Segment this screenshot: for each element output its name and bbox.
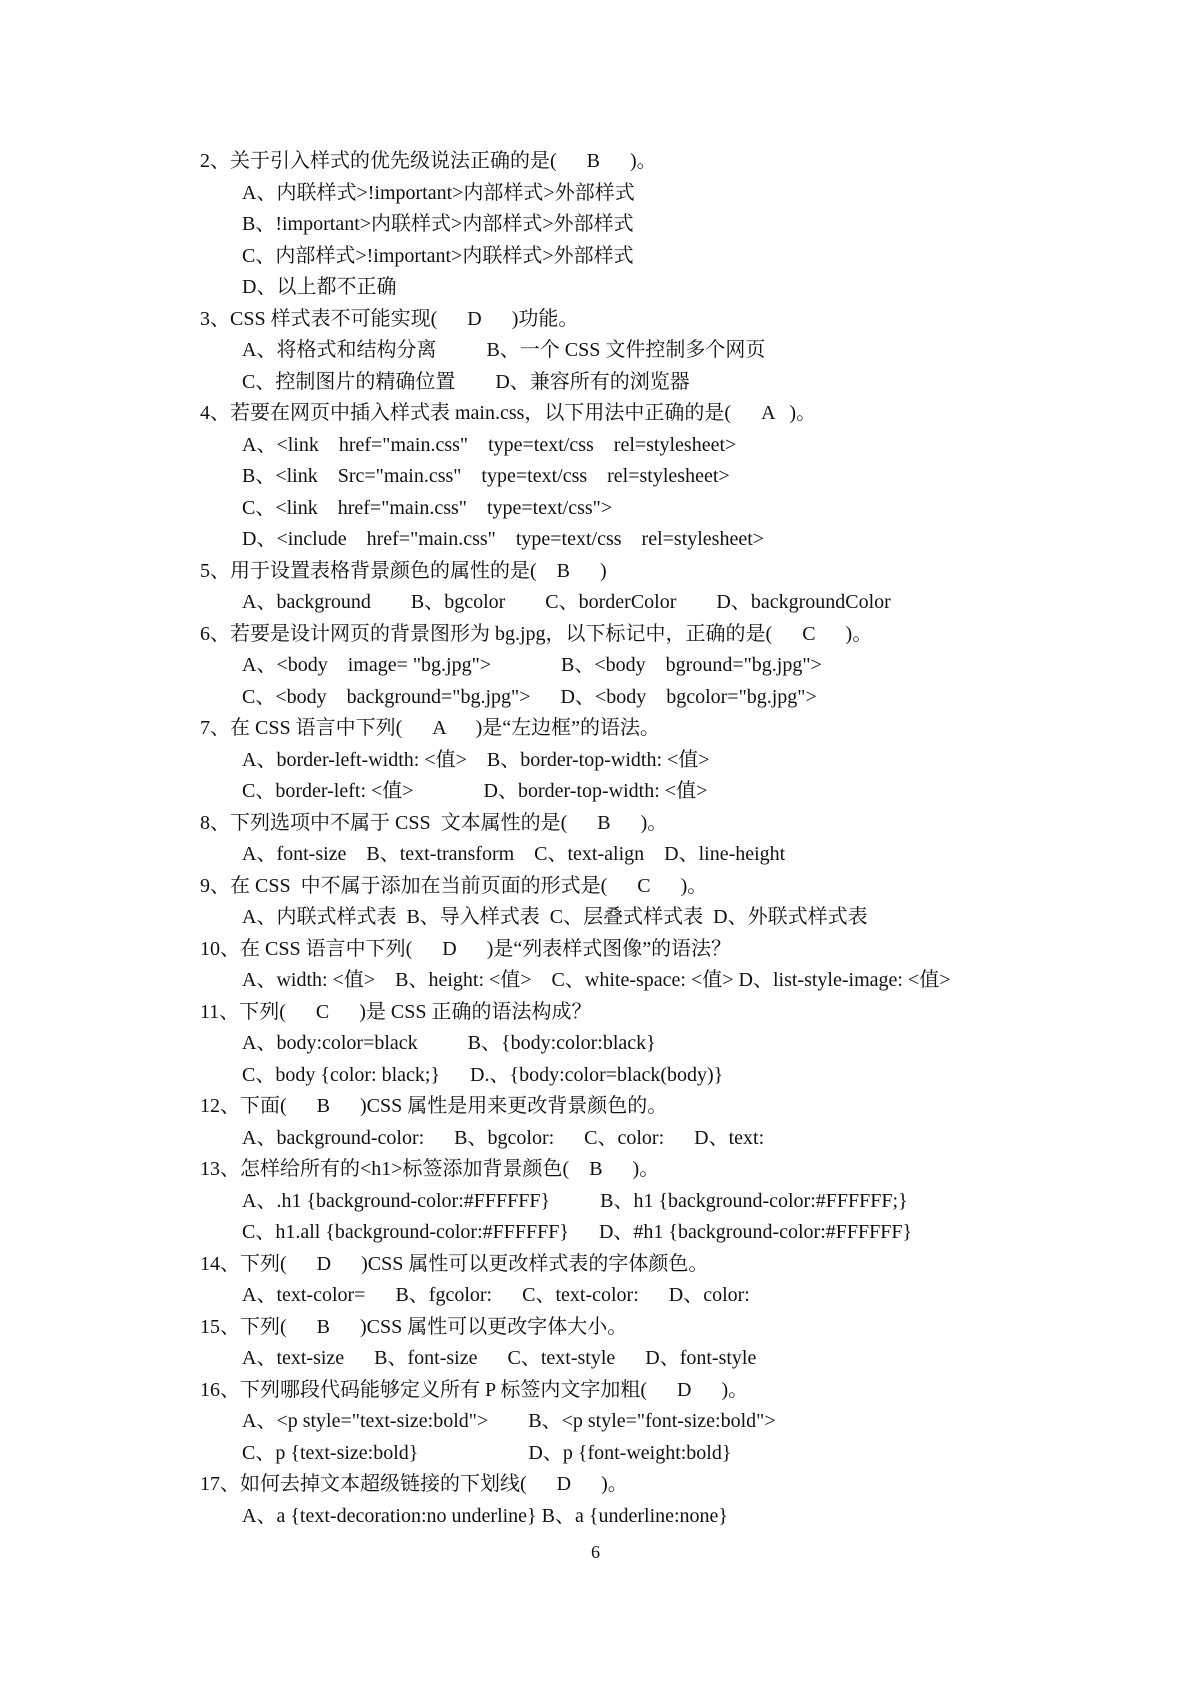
question-option-line: A、<body image= "bg.jpg"> B、<body bground="bg.jpg"> bbox=[242, 654, 822, 676]
question-option-line: C、body {color: black;} D.、{body:color=black(body)} bbox=[242, 1063, 724, 1086]
question-stem: 6、若要是设计网页的背景图形为 bg.jpg，以下标记中，正确的是( C )。 bbox=[200, 622, 873, 645]
question-option-line: B、<link Src="main.css" type=text/css rel=stylesheet> bbox=[242, 465, 730, 487]
question-stem: 13、怎样给所有的<h1>标签添加背景颜色( B )。 bbox=[200, 1158, 660, 1180]
question-option-line: A、<link href="main.css" type=text/css rel=stylesheet> bbox=[242, 433, 737, 456]
question-option-line: A、.h1 {background-color:#FFFFFF} B、h1 {background-color:#FFFFFF;} bbox=[242, 1189, 908, 1212]
question-stem: 4、若要在网页中插入样式表 main.css，以下用法中正确的是( A )。 bbox=[200, 402, 817, 424]
question-stem: 12、下面( B )CSS 属性是用来更改背景颜色的。 bbox=[200, 1095, 668, 1117]
question-option-line: A、<p style="text-size:bold"> B、<p style="font-size:bold"> bbox=[242, 1410, 776, 1432]
question-option-line: A、font-size B、text-transform C、text-align D、line-height bbox=[242, 843, 786, 865]
question-stem: 2、关于引入样式的优先级说法正确的是( B )。 bbox=[200, 150, 657, 172]
question-stem: 11、下列( C )是 CSS 正确的语法构成？ bbox=[200, 1000, 592, 1023]
question-option-line: A、text-color= B、fgcolor: C、text-color: D、color: bbox=[242, 1284, 750, 1306]
question-option-line: A、a {text-decoration:no underline} B、a {underline:none} bbox=[242, 1504, 729, 1527]
question-option-line: C、控制图片的精确位置 D、兼容所有的浏览器 bbox=[242, 370, 690, 393]
question-option-line: D、<include href="main.css" type=text/css rel=stylesheet> bbox=[242, 528, 765, 550]
question-stem: 15、下列( B )CSS 属性可以更改字体大小。 bbox=[200, 1315, 628, 1338]
question-stem: 7、在 CSS 语言中下列( A )是“左边框”的语法。 bbox=[200, 717, 660, 739]
question-stem: 14、下列( D )CSS 属性可以更改样式表的字体颜色。 bbox=[200, 1252, 709, 1275]
question-option-line: B、!important>内联样式>内部样式>外部样式 bbox=[242, 213, 634, 235]
question-option-line: C、<body background="bg.jpg"> D、<body bgcolor="bg.jpg"> bbox=[242, 685, 817, 708]
question-list bbox=[200, 146, 1100, 1532]
question-option-line: A、border-left-width: <值> B、border-top-width: <值> bbox=[242, 748, 710, 771]
page-number: 6 bbox=[591, 1542, 600, 1562]
question-option-line: A、将格式和结构分离 B、一个 CSS 文件控制多个网页 bbox=[242, 339, 766, 361]
question-stem: 9、在 CSS 中不属于添加在当前页面的形式是( C )。 bbox=[200, 874, 708, 897]
question-option-line: A、background-color: B、bgcolor: C、color: D、text: bbox=[242, 1126, 765, 1149]
question-option-line: A、内联式样式表 B、导入样式表 C、层叠式样式表 D、外联式样式表 bbox=[242, 906, 868, 928]
question-option-line: A、background B、bgcolor C、borderColor D、backgroundColor bbox=[242, 591, 891, 613]
question-option-line: A、内联样式>!important>内部样式>外部样式 bbox=[242, 181, 635, 204]
question-option-line: C、<link href="main.css" type=text/css"> bbox=[242, 496, 613, 519]
question-option-line: C、h1.all {background-color:#FFFFFF} D、#h1 {background-color:#FFFFFF} bbox=[242, 1221, 913, 1243]
question-stem: 16、下列哪段代码能够定义所有 P 标签内文字加粗( D )。 bbox=[200, 1378, 749, 1401]
question-stem: 5、用于设置表格背景颜色的属性的是( B ) bbox=[200, 559, 607, 582]
question-stem: 17、如何去掉文本超级链接的下划线( D )。 bbox=[200, 1473, 628, 1495]
question-option-line: A、width: <值> B、height: <值> C、white-space: <值> D、list-style-image: <值> bbox=[242, 969, 951, 991]
question-option-line: C、p {text-size:bold} D、p {font-weight:bold} bbox=[242, 1441, 732, 1464]
question-stem: 10、在 CSS 语言中下列( D )是“列表样式图像”的语法？ bbox=[200, 937, 732, 960]
question-option-line: D、以上都不正确 bbox=[242, 276, 397, 298]
question-option-line: A、body:color=black B、{body:color:black} bbox=[242, 1032, 656, 1054]
question-stem: 3、CSS 样式表不可能实现( D )功能。 bbox=[200, 307, 579, 330]
question-option-line: C、内部样式>!important>内联样式>外部样式 bbox=[242, 244, 634, 267]
question-option-line: A、text-size B、font-size C、text-style D、font-style bbox=[242, 1347, 757, 1369]
question-stem: 8、下列选项中不属于 CSS 文本属性的是( B )。 bbox=[200, 811, 668, 834]
question-option-line: C、border-left: <值> D、border-top-width: <值> bbox=[242, 780, 708, 802]
